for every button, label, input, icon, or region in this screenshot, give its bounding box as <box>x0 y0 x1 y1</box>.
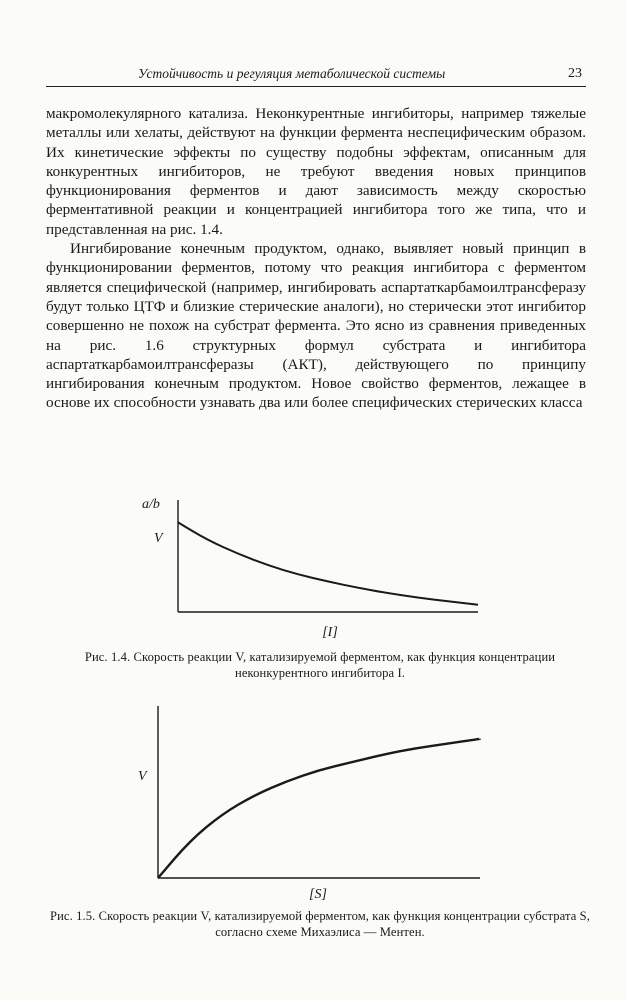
fig1-x-axis-label: [I] <box>322 625 338 640</box>
page-header <box>46 64 586 87</box>
fig1-y-axis-label: V <box>154 531 163 546</box>
figure-1-4-chart <box>140 492 490 640</box>
body-text <box>46 104 586 413</box>
fig1-curve <box>178 522 478 604</box>
paragraph-1: макромолекулярного катализа. Неконкурентные ингибиторы, например тяжелые металлы или хелаты, действуют на функции фермента неспецифическим образом. Их кинетические эффекты по существу подобны эффектам, описанным для конкурентных ингибиторов, не требуют введения новых принципов функционирования ферментов и дают зависимость между скоростью ферментативной реакции и концентрацией ингибитора того же типа, что и представленная на рис. 1.4. <box>46 105 586 238</box>
figure-1-5-chart <box>120 702 500 904</box>
running-title: Устойчивость и регуляция метаболической системы <box>138 66 446 81</box>
fig2-x-axis-label: [S] <box>309 887 327 902</box>
page-number: 23 <box>568 66 582 81</box>
fig2-y-axis-label: V <box>138 769 147 784</box>
figure-1-4-caption: Рис. 1.4. Скорость реакции V, катализируемой ферментом, как функция концентрации неконкурентного ингибитора I. <box>84 650 556 680</box>
paragraph-2: Ингибирование конечным продуктом, однако, выявляет новый принцип в функционировании ферментов, потому что реакция ингибитора с ферментом является специфической (например, ингибировать аспартаткарбамоилтрансферазу будут только ЦТФ и близкие стерические аналоги), но стерически этот ингибитор совершенно не похож на субстрат фермента. Это ясно из сравнения приведенных на рис. 1.6 структурных формул субстрата и ингибитора аспартаткарбамоилтрансферазы (АКТ), действующего по принципу ингибирования конечным продуктом. Новое свойство ферментов, лежащее в основе их способности узнавать два или более специфических стерических класса <box>46 240 586 412</box>
figure-1-5-caption: Рис. 1.5. Скорость реакции V, катализируемой ферментом, как функция концентрации субстрата S, согласно схеме Михаэлиса — Ментен. <box>49 909 591 939</box>
fig2-curve <box>158 739 480 878</box>
fig1-y-top-label: a/b <box>142 497 160 512</box>
